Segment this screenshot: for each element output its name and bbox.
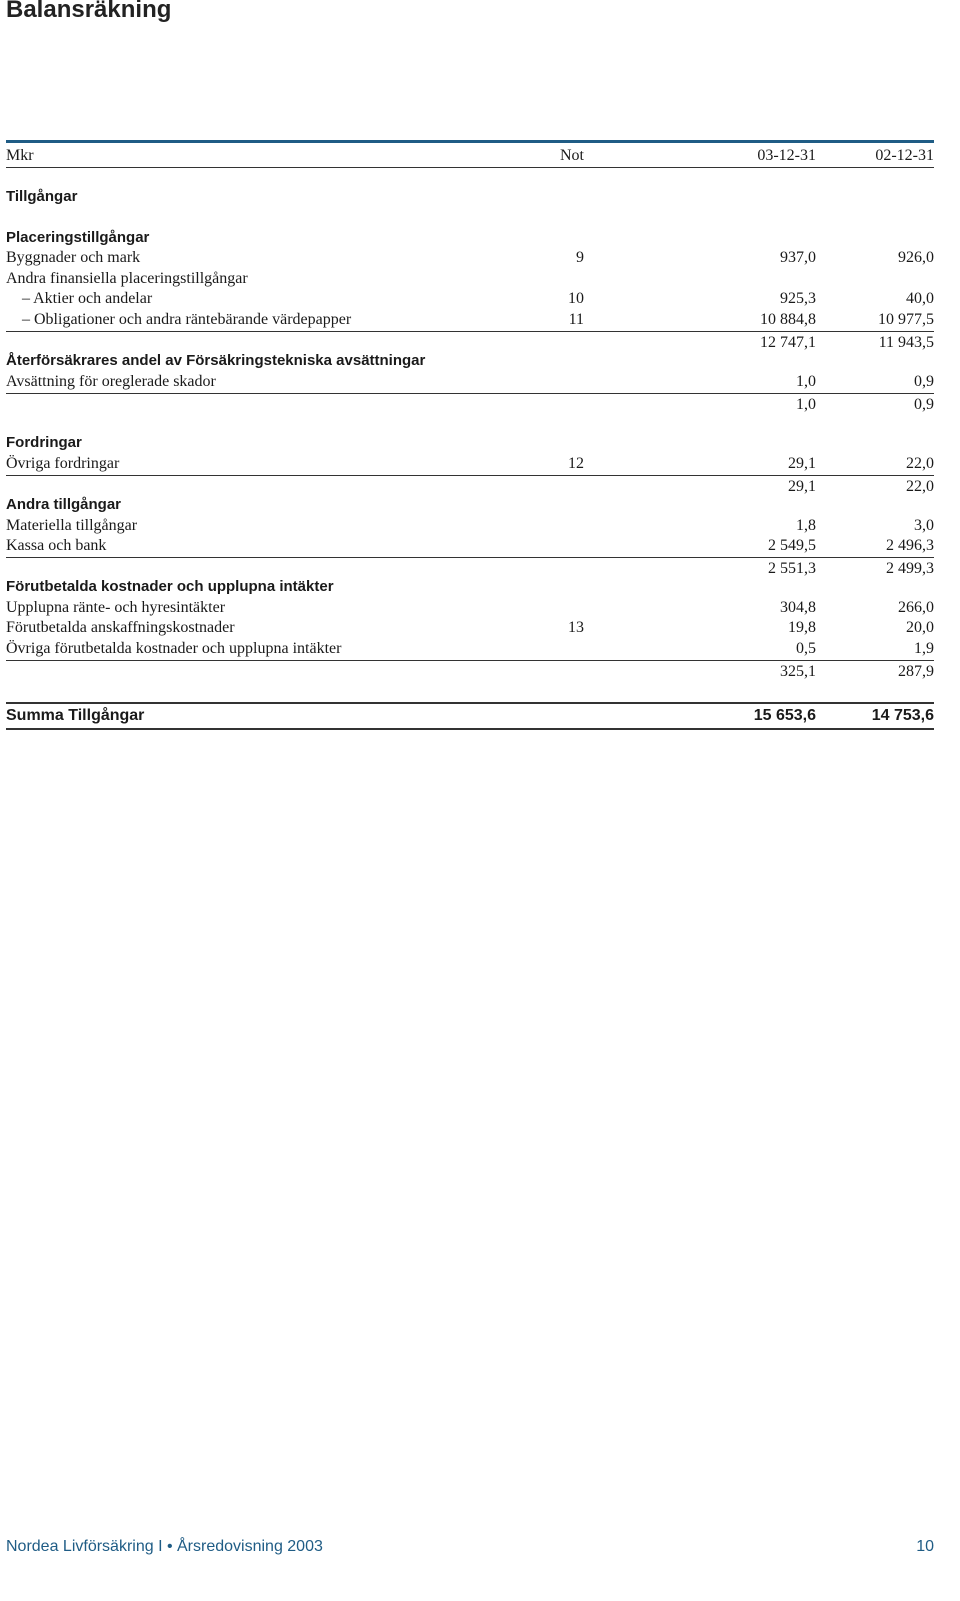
row-previous: 1,9 xyxy=(914,640,934,657)
table-row xyxy=(6,248,934,268)
row-note: 13 xyxy=(568,619,584,636)
subtotal-previous: 287,9 xyxy=(898,663,934,680)
footer-text: Nordea Livförsäkring I • Årsredovisning 2003 xyxy=(6,1538,323,1555)
table-row xyxy=(6,269,934,289)
row-label: Materiella tillgångar xyxy=(6,517,138,534)
subtotal-row xyxy=(6,477,934,497)
header-current: 03-12-31 xyxy=(757,147,816,164)
subtotal-rule xyxy=(6,660,934,661)
total-bottom-rule xyxy=(6,728,934,730)
subtotal-row xyxy=(6,559,934,579)
row-previous: 3,0 xyxy=(914,517,934,534)
row-previous: 40,0 xyxy=(906,290,934,307)
subtotal-row xyxy=(6,662,934,682)
row-note: 12 xyxy=(568,455,584,472)
subtotal-current: 325,1 xyxy=(780,663,816,680)
table-header xyxy=(6,146,934,166)
row-label: Upplupna ränte- och hyresintäkter xyxy=(6,599,226,616)
section-heading-label: Återförsäkrares andel av Försäkringstekniska avsättningar xyxy=(6,352,426,369)
total-previous: 14 753,6 xyxy=(871,707,934,724)
subtotal-previous: 0,9 xyxy=(914,396,934,413)
subtotal-row xyxy=(6,395,934,415)
row-note: 11 xyxy=(568,311,584,328)
row-current: 304,8 xyxy=(780,599,816,616)
table-row xyxy=(6,372,934,392)
table-row xyxy=(6,536,934,556)
row-previous: 2 496,3 xyxy=(886,537,934,554)
row-label: Byggnader och mark xyxy=(6,249,141,266)
subtotal-current: 2 551,3 xyxy=(768,560,816,577)
section-heading xyxy=(6,228,934,248)
assets-heading-label: Tillgångar xyxy=(6,188,78,205)
row-current: 29,1 xyxy=(788,455,816,472)
header-bottom-rule xyxy=(6,167,934,168)
row-previous: 20,0 xyxy=(906,619,934,636)
row-label: Kassa och bank xyxy=(6,537,107,554)
table-row xyxy=(6,454,934,474)
total-row xyxy=(6,706,934,726)
subtotal-rule xyxy=(6,557,934,558)
row-note: 9 xyxy=(576,249,584,266)
row-current: 1,0 xyxy=(796,373,816,390)
section-heading-label: Placeringstillgångar xyxy=(6,229,150,246)
header-note: Not xyxy=(560,147,584,164)
row-previous: 10 977,5 xyxy=(878,311,934,328)
section-heading-label: Fordringar xyxy=(6,434,82,451)
table-row xyxy=(6,618,934,638)
table-row xyxy=(6,516,934,536)
row-current: 0,5 xyxy=(796,640,816,657)
row-label: Övriga förutbetalda kostnader och upplupna intäkter xyxy=(6,640,342,657)
row-previous: 0,9 xyxy=(914,373,934,390)
total-label: Summa Tillgångar xyxy=(6,707,145,724)
subtotal-previous: 22,0 xyxy=(906,478,934,495)
section-heading xyxy=(6,433,934,453)
row-label: Avsättning för oreglerade skador xyxy=(6,373,216,390)
section-heading-label: Förutbetalda kostnader och upplupna intäkter xyxy=(6,578,334,595)
row-previous: 22,0 xyxy=(906,455,934,472)
section-heading-label: Andra tillgångar xyxy=(6,496,122,513)
subtotal-row xyxy=(6,333,934,353)
row-label: – Obligationer och andra räntebärande värdepapper xyxy=(22,311,352,328)
table-row xyxy=(6,598,934,618)
row-current: 19,8 xyxy=(788,619,816,636)
row-label: Andra finansiella placeringstillgångar xyxy=(6,270,248,287)
row-current: 2 549,5 xyxy=(768,537,816,554)
row-current: 925,3 xyxy=(780,290,816,307)
row-current: 10 884,8 xyxy=(760,311,816,328)
page-number: 10 xyxy=(916,1538,934,1555)
subtotal-current: 12 747,1 xyxy=(760,334,816,351)
row-label: – Aktier och andelar xyxy=(22,290,153,307)
page-title: Balansräkning xyxy=(6,0,172,23)
subtotal-current: 1,0 xyxy=(796,396,816,413)
row-current: 937,0 xyxy=(780,249,816,266)
row-note: 10 xyxy=(568,290,584,307)
table-row xyxy=(6,289,934,309)
subtotal-previous: 11 943,5 xyxy=(878,334,934,351)
subtotal-rule xyxy=(6,475,934,476)
header-top-rule xyxy=(6,140,934,143)
page-footer xyxy=(6,1538,934,1562)
total-current: 15 653,6 xyxy=(753,707,816,724)
table-row xyxy=(6,310,934,330)
subtotal-current: 29,1 xyxy=(788,478,816,495)
assets-heading xyxy=(6,187,934,207)
subtotal-rule xyxy=(6,393,934,394)
row-previous: 266,0 xyxy=(898,599,934,616)
total-top-rule xyxy=(6,702,934,704)
section-heading xyxy=(6,577,934,597)
section-heading xyxy=(6,495,934,515)
header-previous: 02-12-31 xyxy=(875,147,934,164)
subtotal-previous: 2 499,3 xyxy=(886,560,934,577)
subtotal-rule xyxy=(6,331,934,332)
section-heading xyxy=(6,351,934,371)
header-label: Mkr xyxy=(6,147,34,164)
row-label: Övriga fordringar xyxy=(6,455,120,472)
table-row xyxy=(6,639,934,659)
row-label: Förutbetalda anskaffningskostnader xyxy=(6,619,235,636)
row-previous: 926,0 xyxy=(898,249,934,266)
row-current: 1,8 xyxy=(796,517,816,534)
